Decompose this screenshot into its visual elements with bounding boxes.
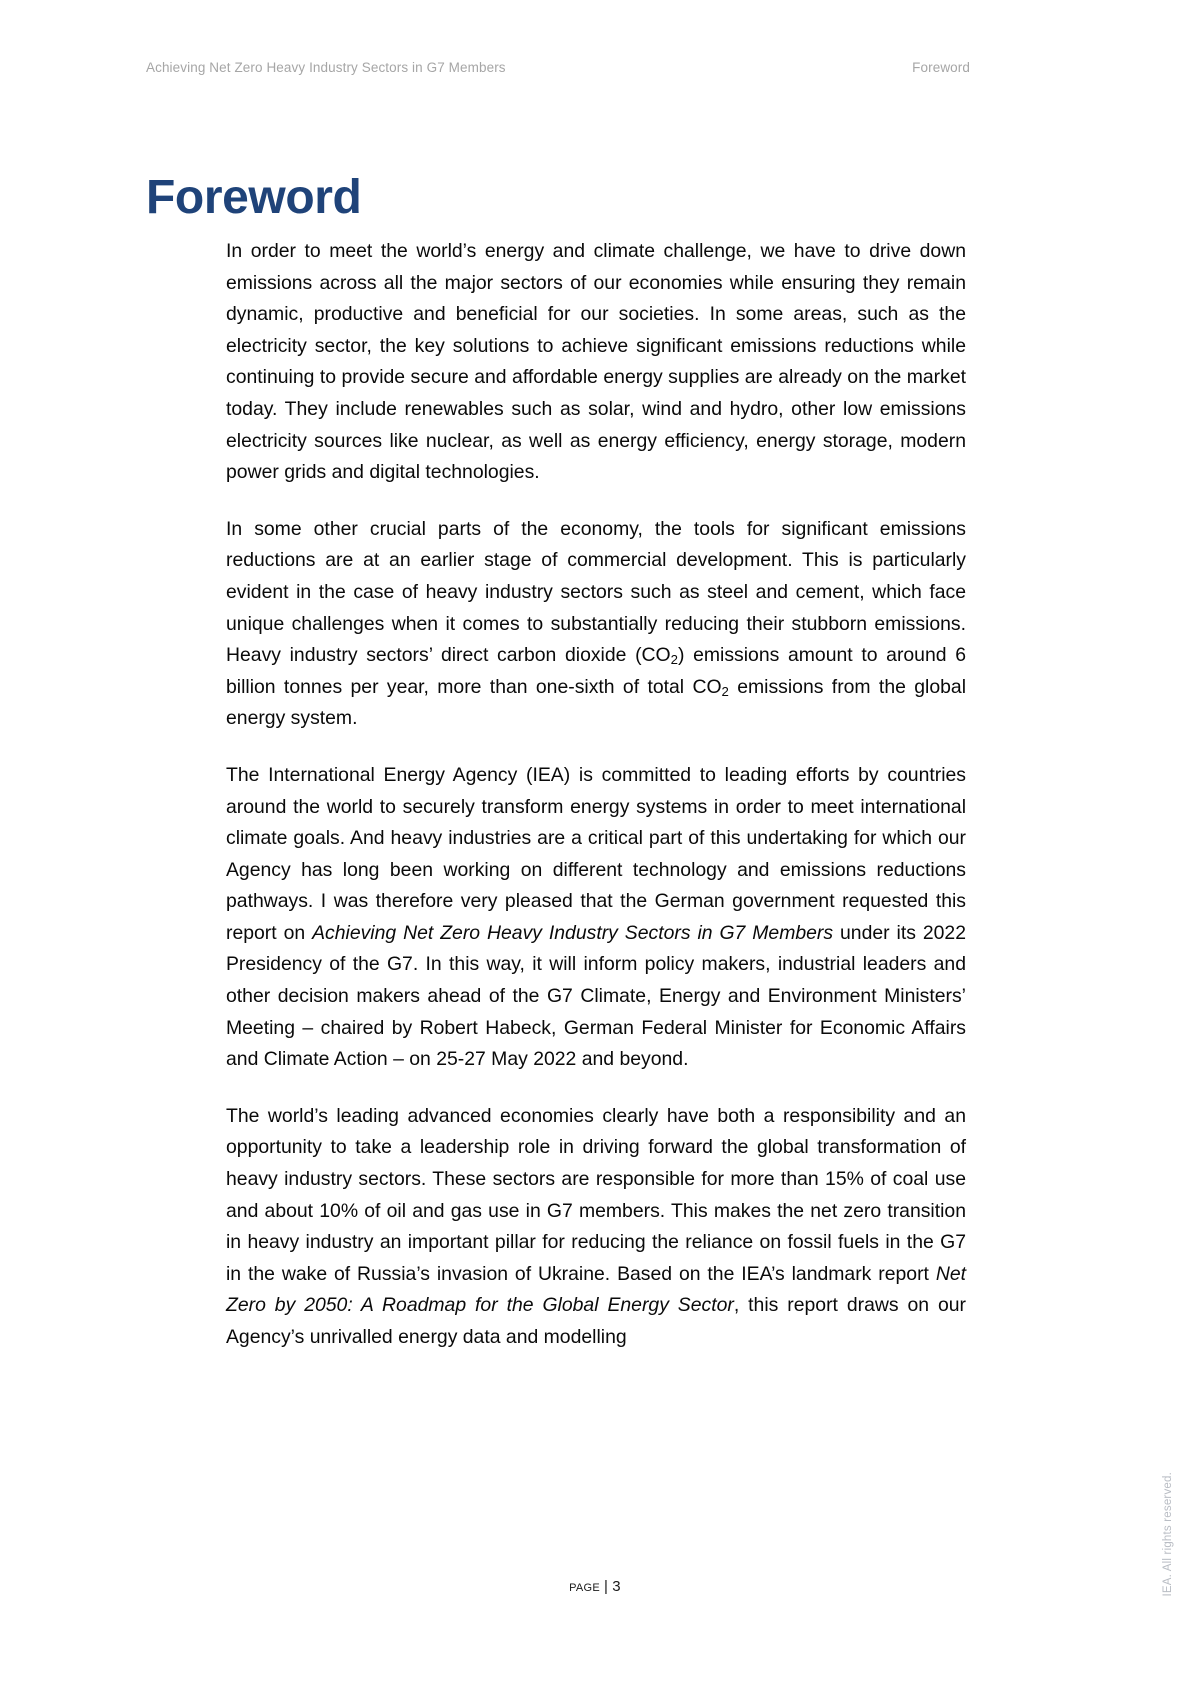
paragraph-4-text-part-1: The world’s leading advanced economies clearly have both a responsibility and an opportunity to take a leadership role in driving forward the global transformation of heavy industry sectors. These sectors are responsible for more than 15% of coal use and about 10% of oil and gas use in G7 members. This makes the net zero transition in heavy industry an important pillar for reducing the reliance on fossil fuels in the G7 in the wake of Russia’s invasion of Ukraine. Based on the IEA’s landmark report xyxy=(226,1104,966,1285)
paragraph-2 xyxy=(226,514,966,735)
footer-page-label: page xyxy=(569,1578,601,1595)
co2-subscript-first: 2 xyxy=(670,652,678,668)
running-header-document-title: Achieving Net Zero Heavy Industry Sectors in G7 Members xyxy=(146,60,506,75)
paragraph-3-text-part-1: The International Energy Agency (IEA) is committed to leading efforts by countries around the world to securely transform energy systems in order to meet international climate goals. And heavy industries are a critical part of this undertaking for which our Agency has long been working on different technology and emissions reductions pathways. I was therefore very pleased that the German government requested this report on xyxy=(226,763,966,944)
paragraph-2-text-part-2: ) emissions amount to around 6 billion tonnes per year, more than one-sixth of total CO xyxy=(226,644,966,698)
running-header-section-title: Foreword xyxy=(912,60,970,75)
paragraph-2-text-part-1: In some other crucial parts of the economy, the tools for significant emissions reductions are at an earlier stage of commercial development. This is particularly evident in the case of heavy industry sectors such as steel and cement, which face unique challenges when it comes to substantially reducing their stubborn emissions. Heavy industry sectors’ direct carbon dioxide (CO xyxy=(226,517,966,667)
co2-subscript-second: 2 xyxy=(721,683,729,699)
body-text-column xyxy=(226,236,966,1354)
paragraph-1: In order to meet the world’s energy and climate challenge, we have to drive down emissions across all the major sectors of our economies while ensuring they remain dynamic, productive and beneficial for our societies. In some areas, such as the electricity sector, the key solutions to achieve significant emissions reductions while continuing to provide secure and affordable energy supplies are already on the market today. They include renewables such as solar, wind and hydro, other low emissions electricity sources like nuclear, as well as energy efficiency, energy storage, modern power grids and digital technologies. xyxy=(226,240,966,484)
report-title-italic-g7: Achieving Net Zero Heavy Industry Sectors in G7 Members xyxy=(312,921,834,944)
paragraph-4-text-part-2: , this report draws on our Agency’s unrivalled energy data and modelling xyxy=(226,1294,966,1348)
vertical-copyright-notice: IEA. All rights reserved. xyxy=(1162,1472,1174,1597)
paragraph-2-text-part-3: emissions from the global energy system. xyxy=(226,675,966,730)
footer-separator: | xyxy=(604,1578,609,1595)
paragraph-3 xyxy=(226,760,966,1076)
page-footer xyxy=(0,1578,1190,1595)
footer-page-number: 3 xyxy=(612,1578,621,1595)
paragraph-3-text-part-2: under its 2022 Presidency of the G7. In this way, it will inform policy makers, industrial leaders and other decision makers ahead of the G7 Climate, Energy and Environment Ministers’ Meeting – chaired by Robert Habeck, German Federal Minister for Economic Affairs and Climate Action – on 25-27 May 2022 and beyond. xyxy=(226,921,966,1071)
running-header xyxy=(146,60,970,75)
paragraph-4 xyxy=(226,1101,966,1354)
page-title: Foreword xyxy=(146,171,362,225)
report-title-italic-net-zero-2050: Net Zero by 2050: A Roadmap for the Global Energy Sector xyxy=(226,1262,966,1317)
